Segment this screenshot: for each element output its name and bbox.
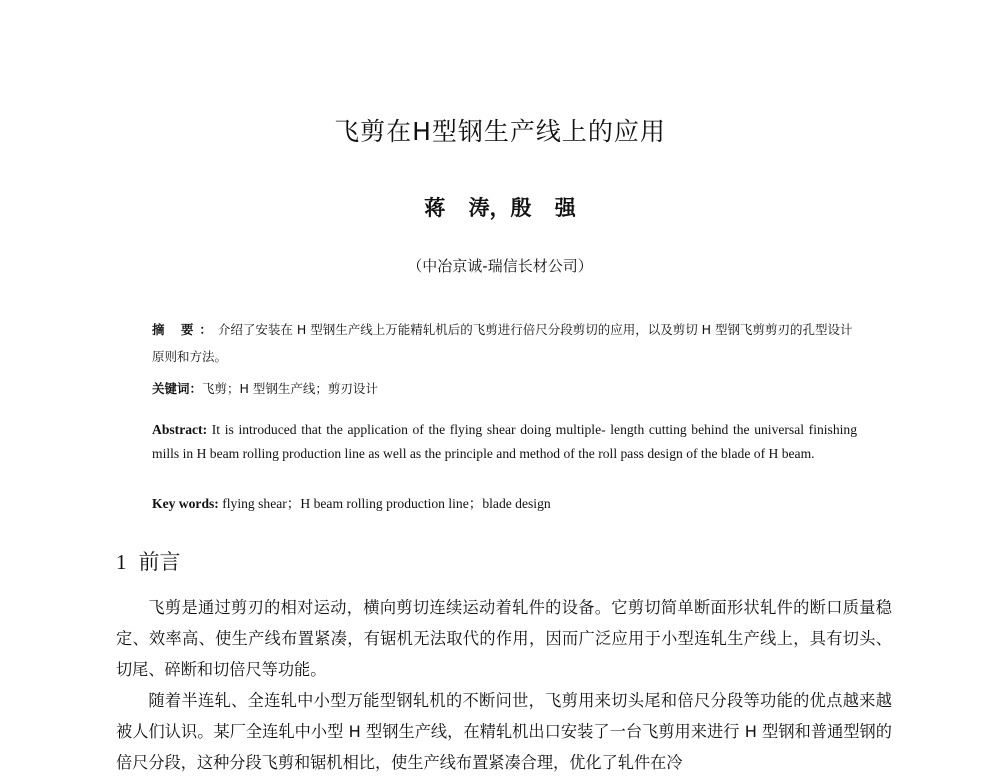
keywords-en-text: flying shear；H beam rolling production line；blade design	[222, 496, 551, 511]
abstract-en	[152, 418, 857, 466]
authors: 蒋 涛，殷 强	[424, 196, 576, 220]
keywords-en	[152, 492, 857, 516]
abstract-cn-text: 介绍了安装在 H 型钢生产线上万能精轧机后的飞剪进行倍尺分段剪切的应用，以及剪切 H 型钢飞剪剪刃的孔型设计原则和方法。	[152, 322, 853, 364]
section-heading	[116, 546, 181, 576]
abstract-en-label: Abstract:	[152, 422, 208, 437]
keywords-en-label: Key words:	[152, 496, 219, 511]
abstract-en-text: It is introduced that the application of the flying shear doing multiple- length cutting behind the universal finishing mills in H beam rolling production line as well as the principle and method of the roll pass design of the blade of H beam.	[152, 422, 858, 461]
paragraph: 随着半连轧、全连轧中小型万能型钢轧机的不断问世，飞剪用来切头尾和倍尺分段等功能的优点越来越被人们认识。某厂全连轧中小型 H 型钢生产线，在精轧机出口安装了一台飞剪用来进行 H 型钢和普通型钢的倍尺分段，这种分段飞剪和锯机相比，使生产线布置紧凑合理，优化了轧件在冷	[116, 691, 892, 772]
paragraph: 飞剪是通过剪刃的相对运动，横向剪切连续运动着轧件的设备。它剪切简单断面形状轧件的断口质量稳定、效率高、使生产线布置紧凑，有锯机无法取代的作用，因而广泛应用于小型连轧生产线上，具有切头、切尾、碎断和切倍尺等功能。	[116, 598, 892, 679]
body-text	[116, 592, 892, 778]
paper-title: 飞剪在H型钢生产线上的应用	[334, 117, 666, 146]
affiliation: （中冶京诚-瑞信长材公司）	[407, 257, 593, 275]
abstract-cn-label: 摘 要：	[152, 322, 218, 337]
keywords-cn-label: 关键词：	[152, 381, 203, 396]
keywords-cn	[152, 378, 857, 400]
section-number: 1	[116, 550, 127, 574]
section-title: 前言	[138, 550, 181, 574]
keywords-cn-text: 飞剪；H 型钢生产线；剪刃设计	[202, 381, 378, 396]
abstract-cn	[152, 316, 857, 370]
